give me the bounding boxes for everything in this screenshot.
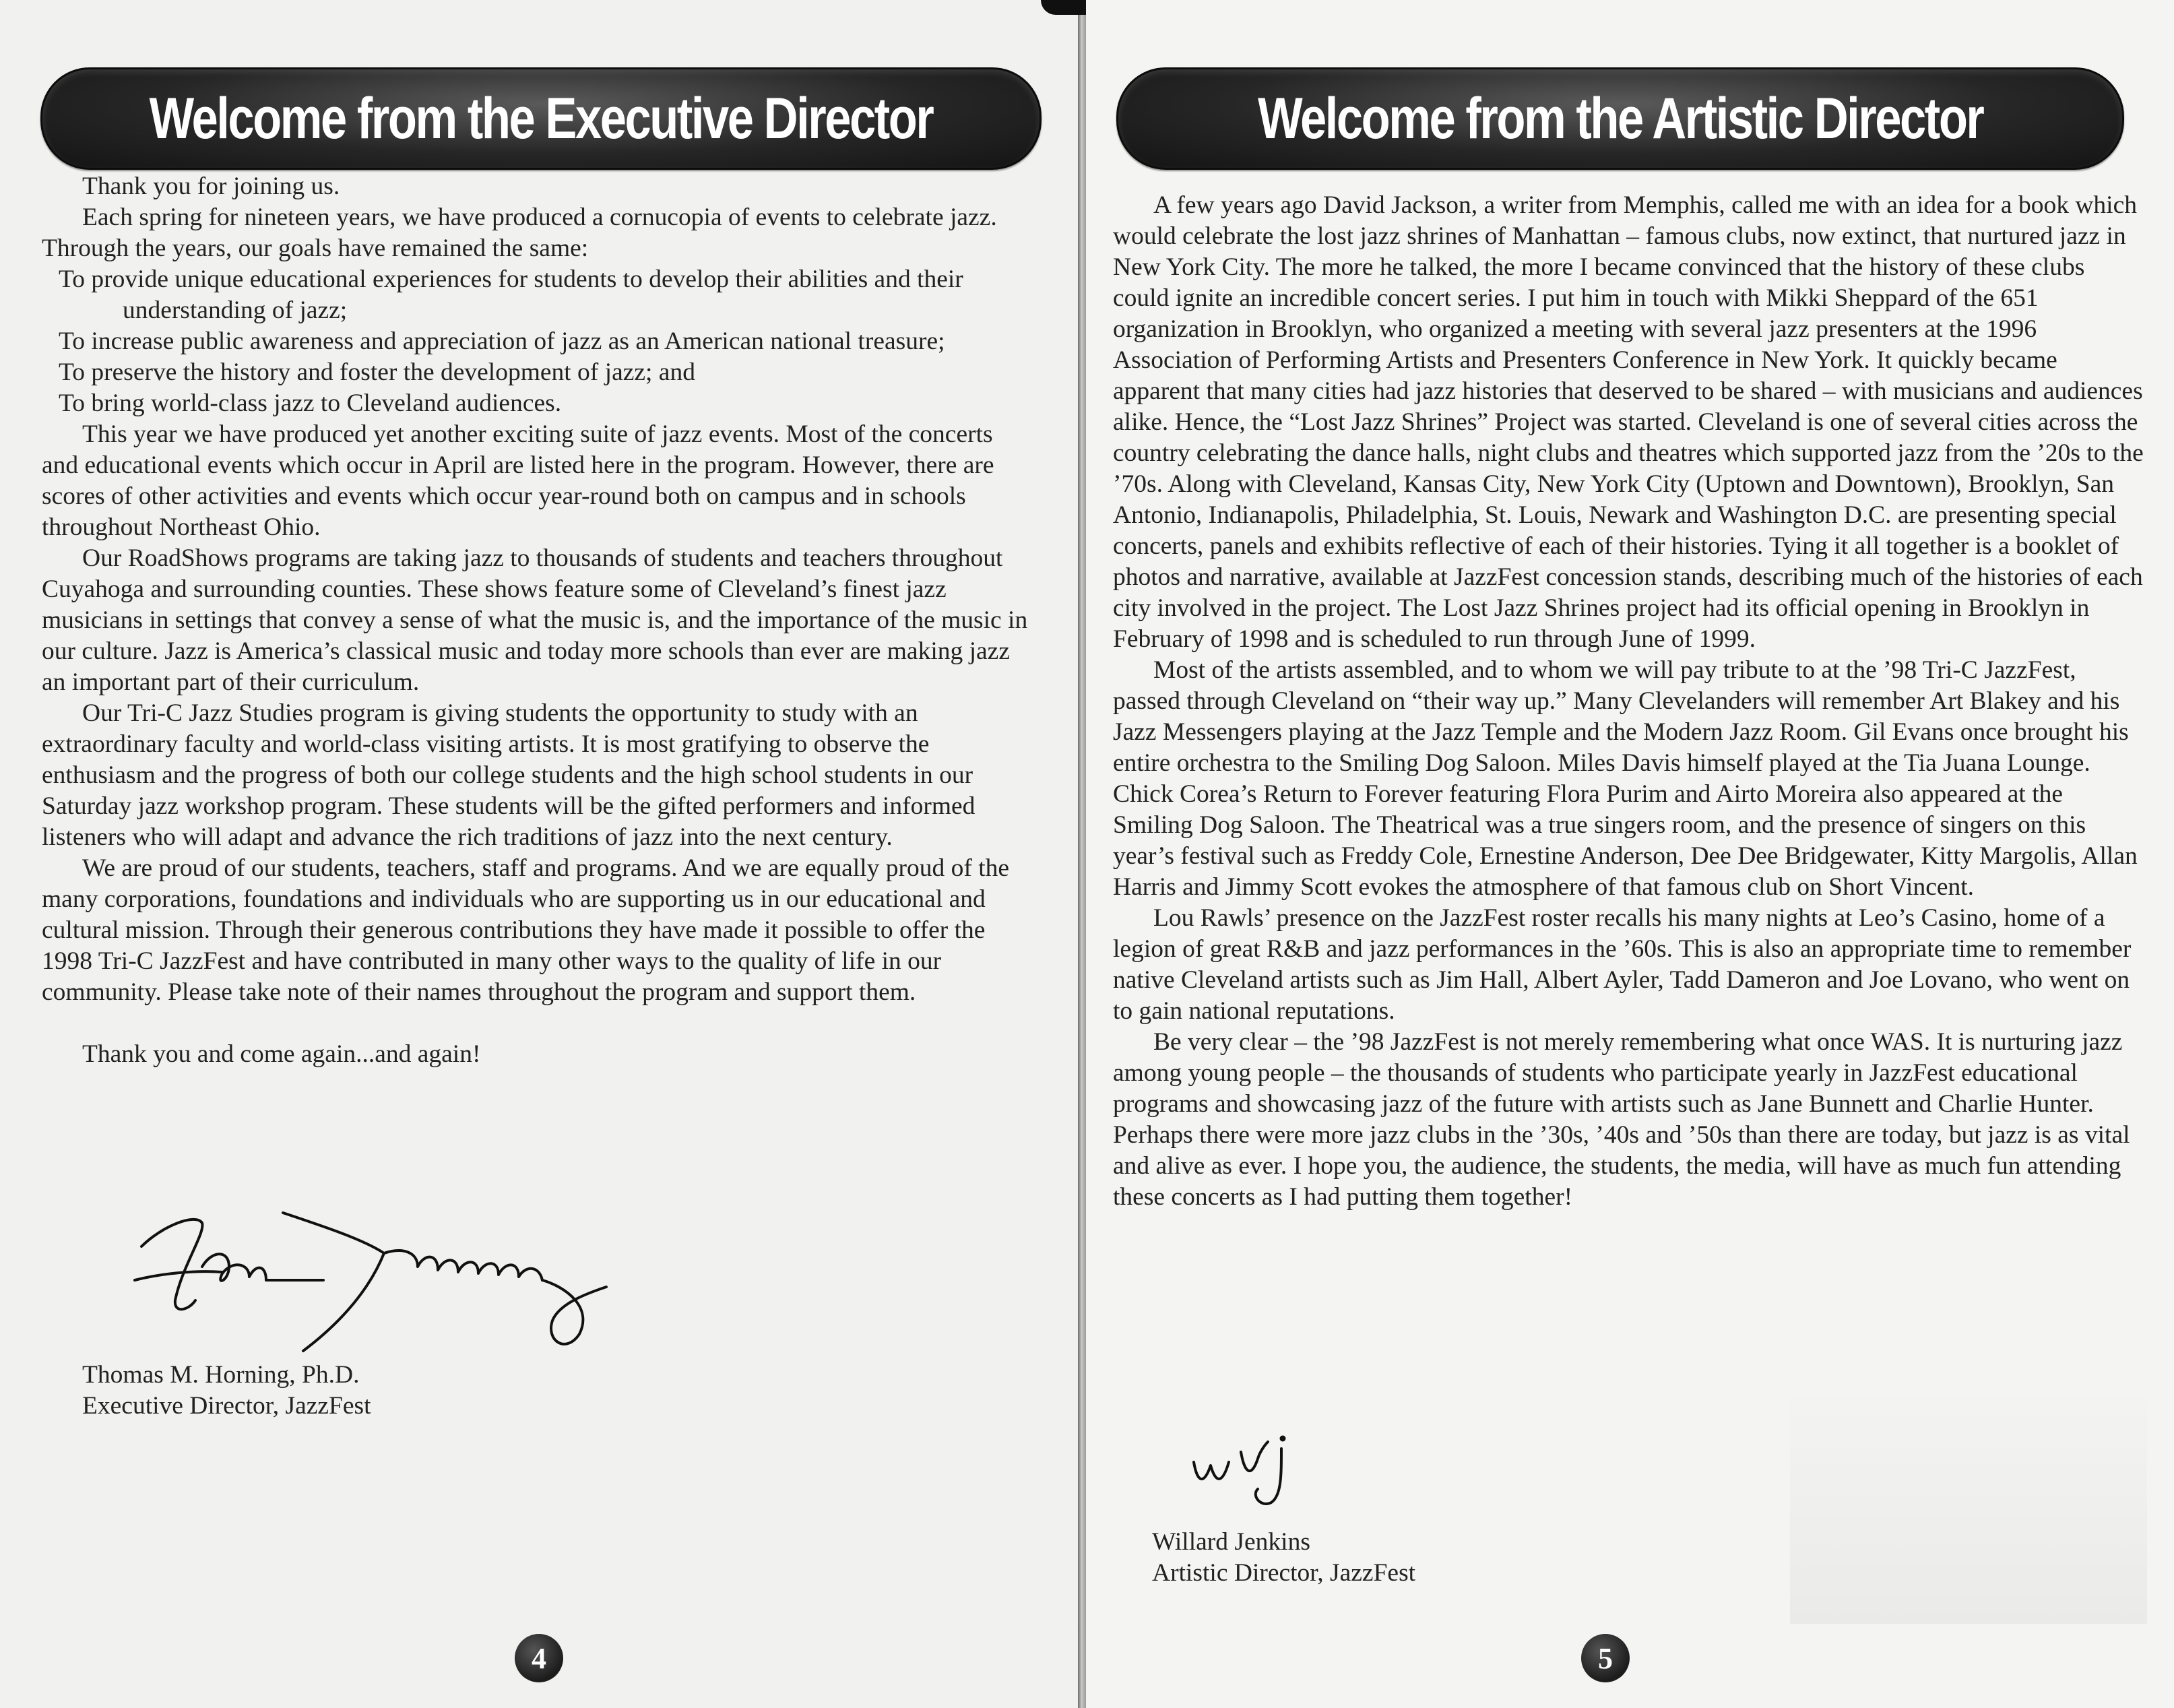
signatory-name: Thomas M. Horning, Ph.D. bbox=[82, 1361, 360, 1389]
closing-line: Thank you and come again...and again! bbox=[82, 1040, 481, 1068]
letter-paragraph: Most of the artists assembled, and to whom we will pay tribute to at the ’98 Tri-C JazzFest, passed through Cleveland on “their way up.” Many Clevelanders will remember Art Blakey and his Jazz Messengers playing at the Jazz Temple and the Modern Jazz Room. Gil Evans once brought his entire orchestra to the Smiling Dog Saloon. Miles Davis himself played at the Tia Juana Lounge. Chick Corea’s Return to Forever featuring Flora Purim and Airto Moreira also appeared at the Smiling Dog Saloon. The Theatrical was a true singers room, and the presence of singers on this year’s festival such as Freddy Cole, Ernestine Anderson, Dee Dee Bridgewater, Kitty Margolis, Allan Harris and Jimmy Scott evokes the atmosphere of that famous club on Short Vincent. bbox=[1113, 656, 2138, 901]
left-page bbox=[0, 0, 1078, 1708]
artistic-director-letter bbox=[1113, 190, 2144, 1213]
signatory-title: Executive Director, JazzFest bbox=[82, 1392, 371, 1420]
signatory-name: Willard Jenkins bbox=[1152, 1528, 1310, 1556]
goal-item: To increase public awareness and appreciation of jazz as an American national treasure; bbox=[59, 327, 945, 355]
executive-director-signoff bbox=[82, 1360, 371, 1422]
letter-paragraph: This year we have produced yet another exciting suite of jazz events. Most of the concerts and educational events which occur in April are listed here in the program. However, there are scores of other activities and events which occur year-round both on campus and in schools throughout Northeast Ohio. bbox=[42, 420, 994, 541]
goal-item: To bring world-class jazz to Cleveland audiences. bbox=[59, 389, 562, 417]
artistic-director-signoff bbox=[1152, 1527, 1415, 1589]
right-page bbox=[1086, 0, 2174, 1708]
signatory-title: Artistic Director, JazzFest bbox=[1152, 1559, 1416, 1587]
letter-paragraph: Lou Rawls’ presence on the JazzFest roster recalls his many nights at Leo’s Casino, home of a legion of great R&B and jazz performances in the ’60s. This is also an appropriate time to remember native Cleveland artists such as Jim Hall, Albert Ayler, Tadd Dameron and Joe Lovano, who went on to gain national reputations. bbox=[1113, 904, 2132, 1025]
artistic-director-banner bbox=[1116, 67, 2124, 170]
goal-item: To preserve the history and foster the development of jazz; and bbox=[59, 358, 695, 386]
horning-signature bbox=[121, 1186, 633, 1361]
page-number-badge: 5 bbox=[1581, 1634, 1630, 1682]
letter-paragraph: Each spring for nineteen years, we have produced a cornucopia of events to celebrate jazz. Through the years, our goals have remained the same: bbox=[42, 203, 997, 262]
letter-paragraph: Our Tri-C Jazz Studies program is giving students the opportunity to study with an extraordinary faculty and world-class visiting artists. It is most gratifying to observe the enthusiasm and the progress of both our college students and the high school students in our Saturday jazz workshop program. These students will be the gifted performers and informed listeners who will adapt and advance the rich traditions of jazz into the next century. bbox=[42, 699, 976, 851]
letter-paragraph: Thank you for joining us. bbox=[82, 172, 340, 200]
letter-paragraph: We are proud of our students, teachers, staff and programs. And we are equally proud of the many corporations, foundations and individuals who are supporting us in our educational and cultural mission. Through their generous contributions they have made it possible to offer the 1998 Tri-C JazzFest and have contributed in many other ways to the quality of life in our community. Please take note of their names throughout the program and support them. bbox=[42, 854, 1010, 1006]
letter-paragraph: Our RoadShows programs are taking jazz to thousands of students and teachers throughout Cuyahoga and surrounding counties. These shows feature some of Cleveland’s finest jazz musicians in settings that convey a sense of what the music is, and the importance of the music in our culture. Jazz is America’s classical music and today more schools than ever are making jazz an important part of their curriculum. bbox=[42, 544, 1028, 696]
executive-director-heading: Welcome from the Executive Director bbox=[149, 86, 933, 151]
jenkins-signature bbox=[1180, 1422, 1335, 1516]
executive-director-letter bbox=[42, 171, 1032, 1070]
goal-item: To provide unique educational experiences for students to develop their abilities and their understanding of jazz; bbox=[59, 265, 963, 324]
faint-show-through bbox=[1790, 1381, 2147, 1624]
executive-director-banner bbox=[40, 67, 1042, 170]
book-gutter bbox=[1078, 0, 1086, 1708]
letter-paragraph: A few years ago David Jackson, a writer from Memphis, called me with an idea for a book which would celebrate the lost jazz shrines of Manhattan – famous clubs, now extinct, that nurtured jazz in New York City. The more he talked, the more I became convinced that the history of these clubs could ignite an incredible concert series. I put him in touch with Mikki Sheppard of the 651 organization in Brooklyn, who organized a meeting with several jazz presenters at the 1996 Association of Performing Artists and Presenters Conference in New York. It quickly became apparent that many cities had jazz histories that deserved to be shared – with musicians and audiences alike. Hence, the “Lost Jazz Shrines” Project was started. Cleveland is one of several cities across the country celebrating the dance halls, night clubs and theatres which supported jazz from the ’20s to the ’70s. Along with Cleveland, Kansas City, New York City (Uptown and Downtown), Brooklyn, San Antonio, Indianapolis, Philadelphia, St. Louis, Newark and Washington D.C. are presenting special concerts, panels and exhibits reflective of each of their histories. Tying it all together is a booklet of photos and narrative, available at JazzFest concession stands, describing much of the histories of each city involved in the project. The Lost Jazz Shrines project had its official opening in Brooklyn in February of 1998 and is scheduled to run through June of 1999. bbox=[1113, 191, 2144, 653]
artistic-director-heading: Welcome from the Artistic Director bbox=[1257, 86, 1983, 151]
letter-paragraph: Be very clear – the ’98 JazzFest is not merely remembering what once WAS. It is nurturing jazz among young people – the thousands of students who participate yearly in JazzFest educational programs and showcasing jazz of the future with artists such as Jane Bunnett and Charlie Hunter. Perhaps there were more jazz clubs in the ’30s, ’40s and ’50s than there are today, but jazz is as vital and alive as ever. I hope you, the audience, the students, the media, will have as much fun attending these concerts as I had putting them together! bbox=[1113, 1028, 2130, 1211]
page-number-badge: 4 bbox=[515, 1634, 563, 1682]
